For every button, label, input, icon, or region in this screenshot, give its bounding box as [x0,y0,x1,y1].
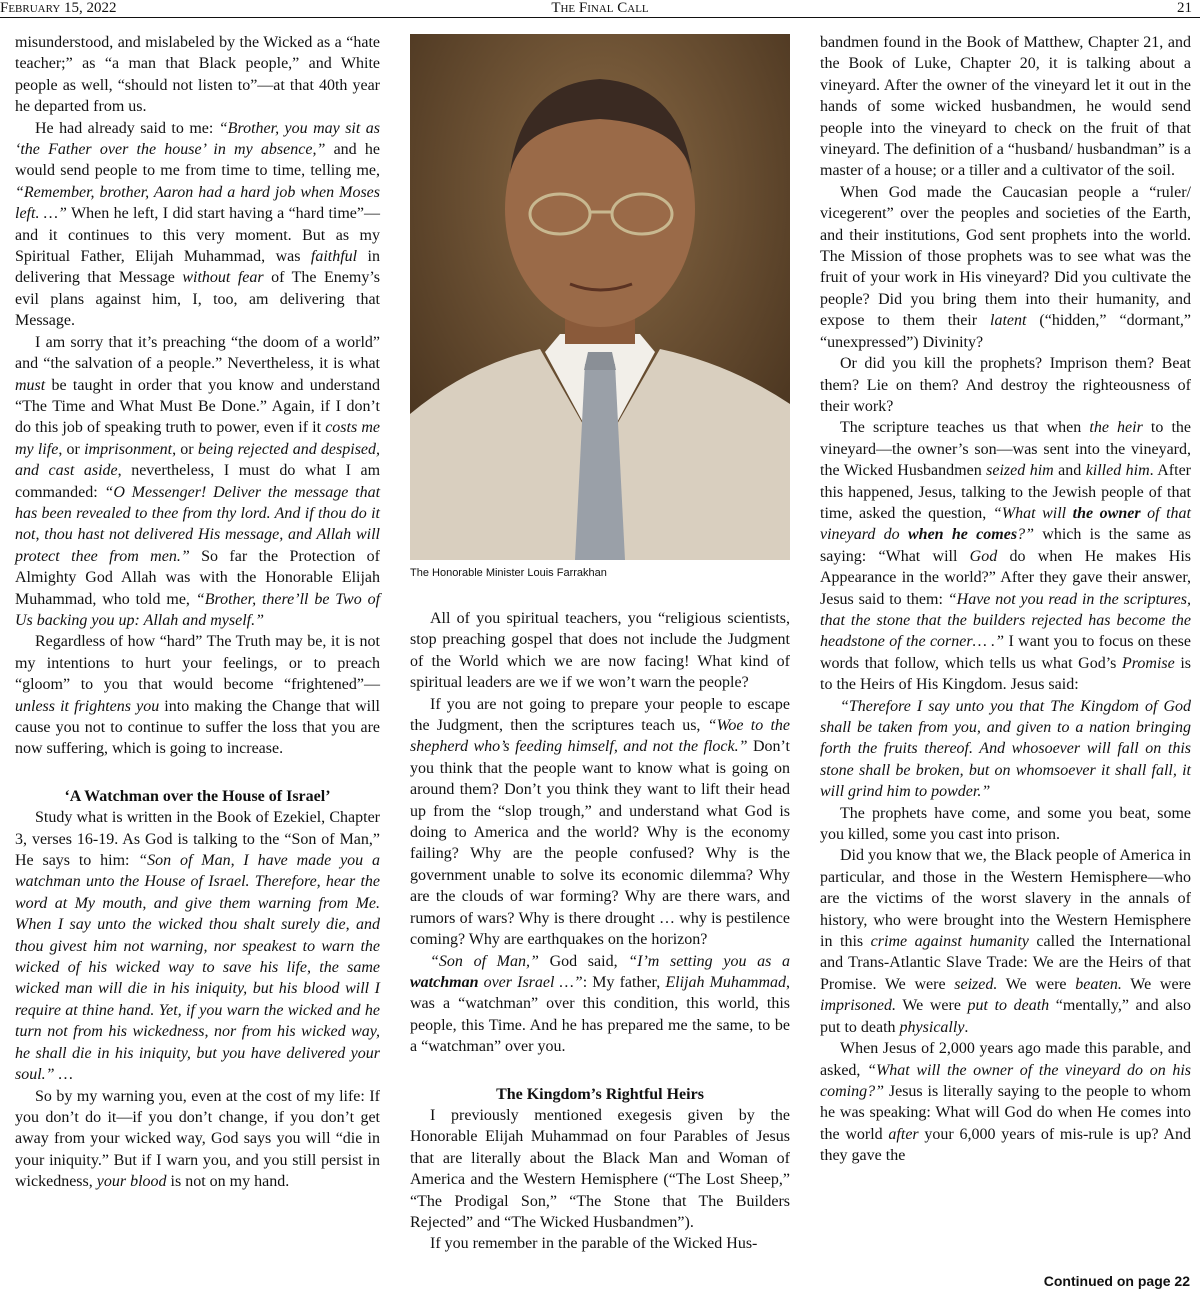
paragraph: “Therefore I say unto you that The Kingdom of God shall be taken from you, and given to a nation bringing forth the fruits thereof. And whosoever will fall on this stone shall be broken, but on whomsoever it shall fall, it will grind him to powder.” [820,697,1191,801]
photo-caption: The Honorable Minister Louis Farrakhan [410,567,607,579]
paragraph: misunderstood, and mislabeled by the Wicked as a “hate teacher;” as “a man that Black people,” and White people as well, “should not listen to”—at that 40th year he departed from us. [15,34,380,116]
page-header [0,0,1200,18]
issue-date: February 15, 2022 [0,0,117,16]
paragraph: Or did you kill the prophets? Imprison them? Beat them? Lie on them? And destroy the righteousness of their work? [820,355,1191,415]
newspaper-name: The Final Call [551,0,649,16]
paragraph: So by my warning you, even at the cost of my life: If you don’t do it—if you don’t change, if you don’t get away from your wicked way, God says you will “die in your iniquity.” But if I warn you, and you still persist in wickedness, your blood is not on my hand. [15,1087,380,1191]
paragraph: bandmen found in the Book of Matthew, Chapter 21, and the Book of Luke, Chapter 20, it is talking about a vineyard. After the owner of the vineyard let it out in the hands of some wicked husbandmen, he would send people into the vineyard to check on the fruit of that vineyard. The definition of a “husband/ husbandman” is a master of a house; or a tiller and a cultivator of the soil. [820,34,1191,180]
paragraph: All of you spiritual teachers, you “religious scientists, stop preaching gospel that does not include the Judgment of the World which we are now facing! What kind of spiritual leaders are we if we won’t warn the people? [410,610,790,692]
paragraph: I previously mentioned exegesis given by the Honorable Elijah Muhammad on four Parables of Jesus that are literally about the Black Man and Woman of America and the Western Hemisphere (“The Lost Sheep,” “The Prodigal Son,” “The Stone that The Builders Rejected” and “The Wicked Husbandmen”). [410,1106,790,1231]
page-number: 21 [1177,0,1192,16]
section-heading: ‘A Watchman over the House of Israel’ [64,787,331,805]
article-column-1 [15,32,380,1193]
article-column-2 [410,608,790,1255]
paragraph: The scripture teaches us that when the heir to the vineyard—the owner’s son—was sent into the vineyard, the Wicked Husbandmen seized him and killed him. After this happened, Jesus, talking to the Jewish people of that time, asked the question, “What will the owner of that vineyard do when he comes?” which is the same as saying: “What will God do when He makes His Appearance in the world?” After they gave their answer, Jesus said to them: “Have not you read in the scriptures, that the stone that the builders rejected has become the headstone of the corner… .” I want you to focus on these words that follow, which tells us what God’s Promise is to the Heirs of His Kingdom. Jesus said: [820,419,1192,694]
paragraph: The prophets have come, and some you beat, some you killed, some you cast into prison. [820,804,1191,844]
paragraph: When Jesus of 2,000 years ago made this parable, and asked, “What will the owner of the vineyard do on his coming?” Jesus is literally saying to the people to whom he was speaking: What will God do when He comes into the world after your 6,000 years of mis-rule is up? And they gave the [820,1040,1191,1165]
paragraph: Regardless of how “hard” The Truth may be, it is not my intentions to hurt your feelings, or to preach “gloom” to you that would become “frightened”—unless it frightens you into making the Change that will cause you not to continue to suffer the loss that you are now suffering, which is going to increase. [15,633,381,758]
paragraph: If you remember in the parable of the Wicked Hus- [430,1235,758,1253]
paragraph: “Son of Man,” God said, “I’m setting you as a watchman over Israel …”: My father, Elijah Muhammad, was a “watchman” over this condition, this world, this people, this Time. And he has prepared me the same, to be a “watchman” over you. [410,952,791,1056]
paragraph: Study what is written in the Book of Ezekiel, Chapter 3, verses 16-19. As God is talking to the “Son of Man,” He says to him: “Son of Man, I have made you a watchman unto the House of Israel. Therefore, hear the word at My mouth, and give them warning from Me. When I say unto the wicked thou shalt surely die, and thou givest him not warning, nor speakest to warn the wicked of his wicked way to save his life, the same wicked man will die in his iniquity, but his blood will I require at thine hand. Yet, if you warn the wicked and he turn not from his wickedness, nor from his wicked way, he shall die in his iniquity, but you have delivered your soul.” … [15,809,380,1084]
paragraph: Did you know that we, the Black people of America in particular, and those in the Western Hemisphere—who are the victims of the worst slavery in the annals of history, who were brought into the Western Hemisphere in this crime against humanity called the International and Trans-Atlantic Slave Trade: We are the Heirs of that Promise. We were seized. We were beaten. We were imprisoned. We were put to death “mentally,” and also put to death physically. [820,847,1192,1036]
paragraph: When God made the Caucasian people a “ruler/ vicegerent” over the peoples and societies of the Earth, and their institutions, God sent prophets into the world. The Mission of those prophets was to see what was the fruit of your work in His vineyard? Did you cultivate the people? Did you bring them into their humanity, and expose to them their latent (“hidden,” “dormant,” “unexpressed”) Divinity? [820,183,1191,351]
article-column-3 [820,32,1191,1167]
portrait-photo [410,34,790,560]
paragraph: He had already said to me: “Brother, you may sit as ‘the Father over the house’ in my absence,” and he would send people to me from time to time, telling me, “Remember, brother, Aaron had a hard job when Moses left. …” When he left, I did start having a “hard time”—and it continues to this very moment. But as my Spiritual Father, Elijah Muhammad, was faithful in delivering that Message without fear of The Enemy’s evil plans against him, I, too, am delivering that Message. [15,119,381,330]
continued-notice[interactable]: Continued on page 22 [1043,1273,1190,1289]
paragraph: I am sorry that it’s preaching “the doom of a world” and “the salvation of a people.” Nevertheless, it is what must be taught in order that you know and understand “The Time and What Must Be Done.” Again, if I don’t do this job of speaking truth to power, even if it costs me my life, or imprisonment, or being rejected and despised, and cast aside, nevertheless, I must do what I am commanded: “O Messenger! Deliver the message that has been revealed to thee from thy lord. And if thou do it not, thou hast not delivered His message, and Allah will protect thee from men.” So far the Protection of Almighty God Allah was with the Honorable Elijah Muhammad, who told me, “Brother, there’ll be Two of Us backing you up: Allah and myself.” [15,333,381,629]
portrait-illustration [410,34,790,560]
paragraph: If you are not going to prepare your people to escape the Judgment, then the scriptures teach us, “Woe to the shepherd who’s feeding himself, and not the flock.” Don’t you think that the people want to know what is going on around them? Don’t you think they want to lift their head up from the “slop trough,” and understand what God is doing to America and the world? Why is the economy failing? Why are the people confused? Why is the government unable to solve its economic dilemma? Why are the clouds of war forming? Why are there wars, and rumors of wars? Why is there drought … why is pestilence coming? Why are earthquakes on the horizon? [410,695,790,949]
section-heading: The Kingdom’s Rightful Heirs [496,1085,704,1103]
